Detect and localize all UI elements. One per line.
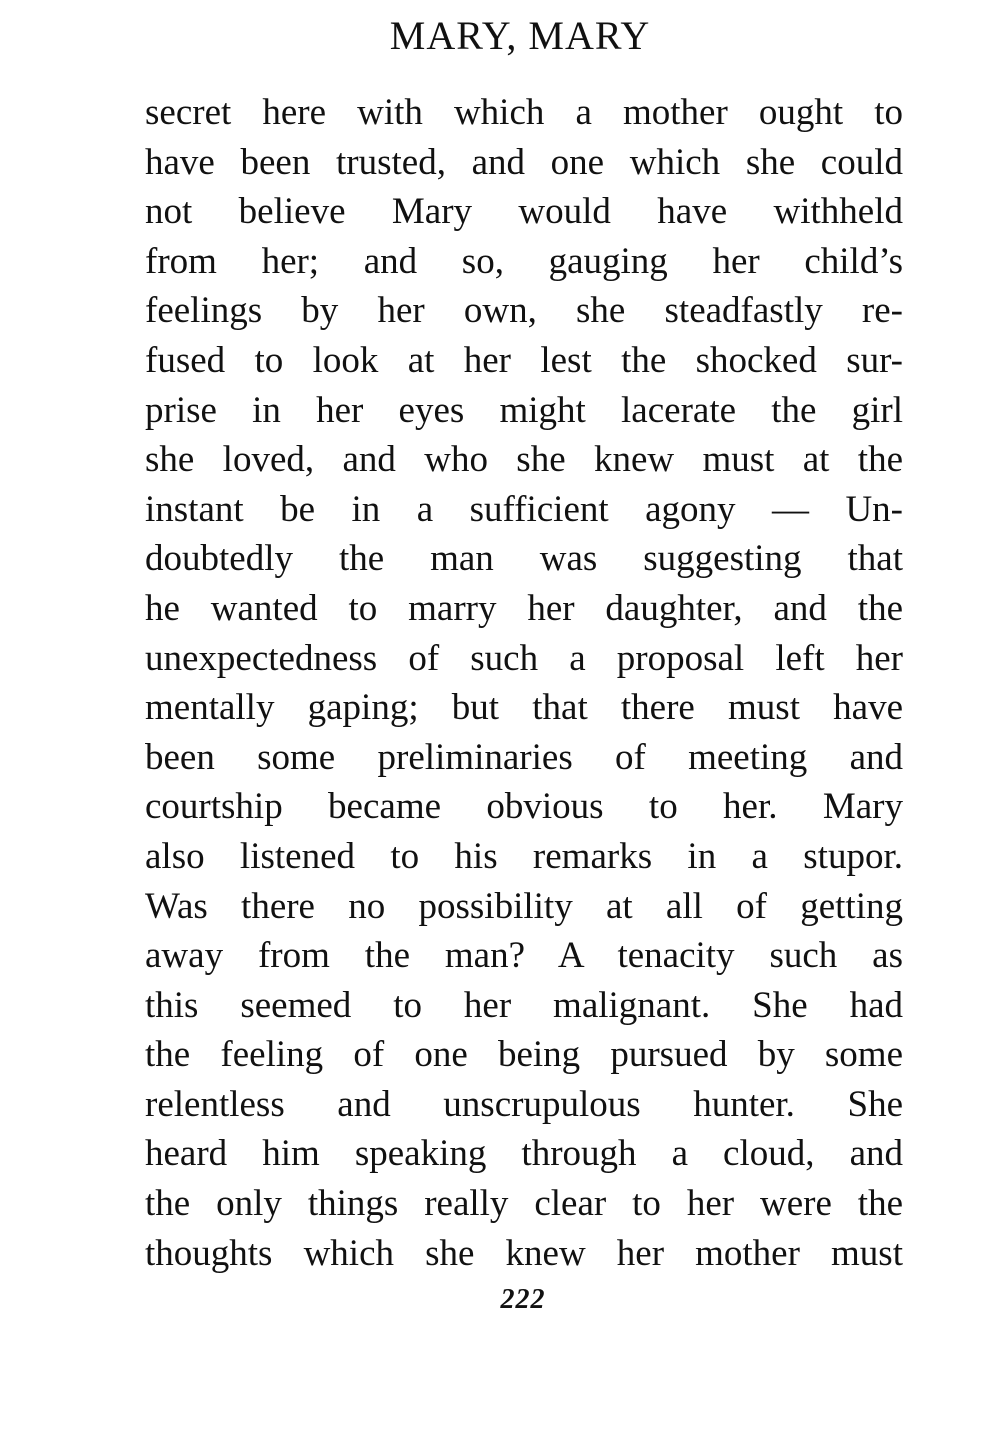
text-line: from her; and so, gauging her child’s [145, 240, 903, 282]
text-line: have been trusted, and one which she could [145, 141, 903, 183]
page-number: 222 [500, 1284, 546, 1315]
text-line: fused to look at her lest the shocked sur- [145, 339, 903, 381]
text-line: she loved, and who she knew must at the [145, 439, 903, 481]
text-line: this seemed to her malignant. She had [145, 984, 903, 1026]
text-line: relentless and unscrupulous hunter. She [145, 1083, 903, 1125]
text-line: courtship became obvious to her. Mary [145, 786, 903, 828]
body-text [145, 88, 903, 1278]
text-line: prise in her eyes might lacerate the girl [145, 389, 903, 431]
text-line: Was there no possibility at all of getting [145, 885, 903, 927]
running-head: MARY, MARY [389, 13, 651, 58]
text-line: he wanted to marry her daughter, and the [145, 587, 903, 629]
text-line: instant be in a sufficient agony — Un- [145, 488, 903, 530]
text-line: the only things really clear to her were the [145, 1183, 903, 1225]
text-line: heard him speaking through a cloud, and [145, 1133, 903, 1175]
text-line: feelings by her own, she steadfastly re- [145, 290, 903, 332]
text-line: been some preliminaries of meeting and [145, 736, 903, 778]
text-line: secret here with which a mother ought to [145, 92, 903, 133]
text-line: mentally gaping; but that there must have [145, 687, 903, 729]
text-line: unexpectedness of such a proposal left her [145, 637, 903, 679]
text-line: not believe Mary would have withheld [145, 191, 903, 233]
text-line: the feeling of one being pursued by some [145, 1034, 903, 1076]
text-line: doubtedly the man was suggesting that [145, 538, 903, 580]
text-line: thoughts which she knew her mother must [145, 1232, 903, 1274]
text-line: also listened to his remarks in a stupor. [145, 835, 903, 877]
text-line: away from the man? A tenacity such as [145, 935, 903, 977]
